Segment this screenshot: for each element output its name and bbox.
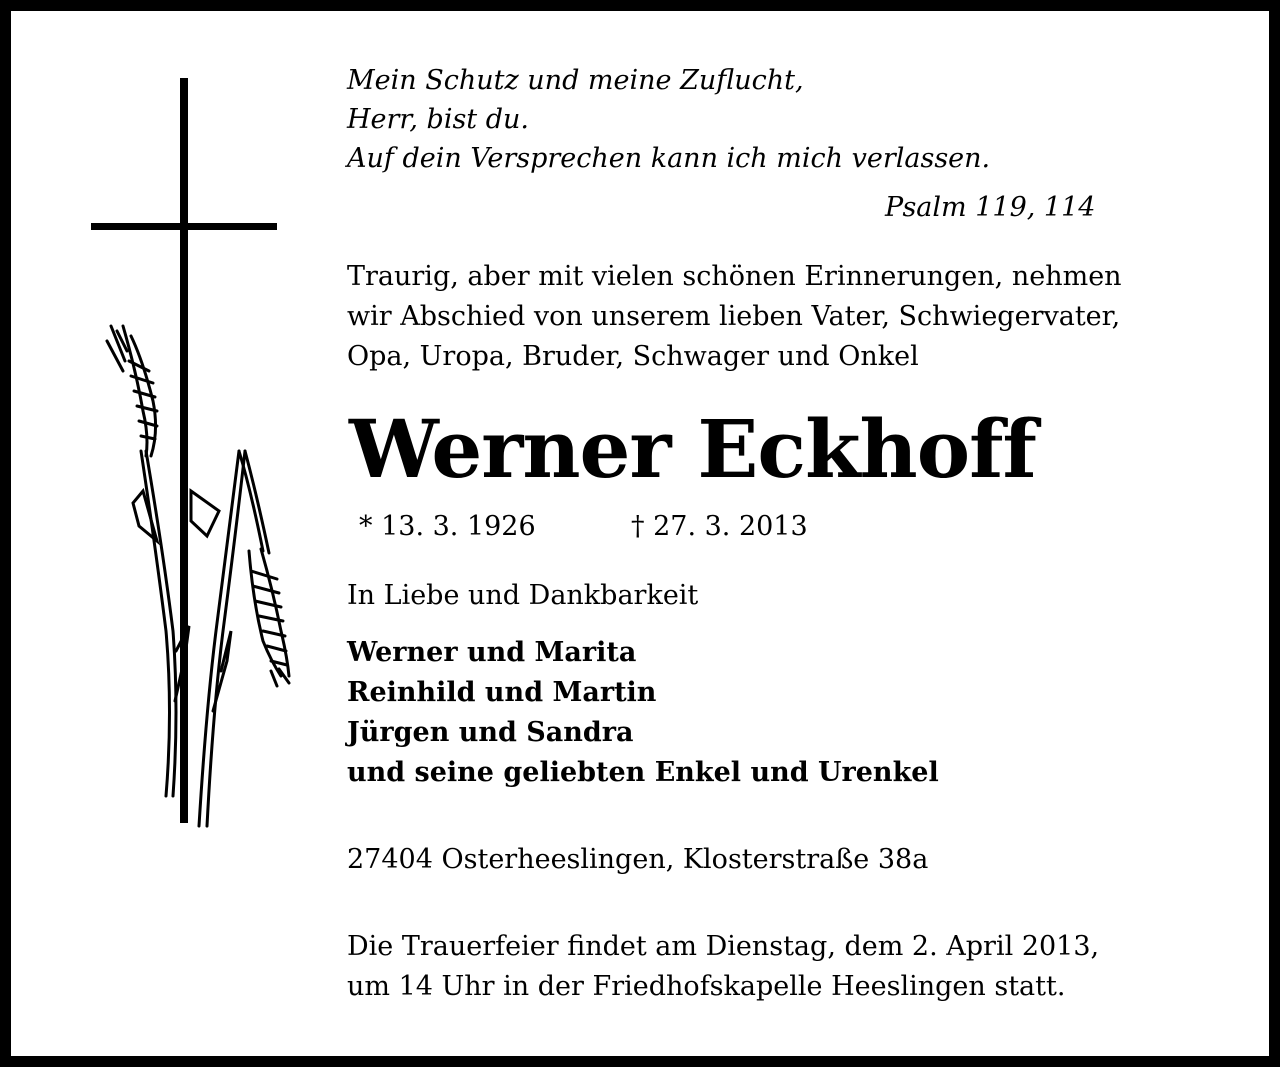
cross-icon xyxy=(91,78,277,823)
intro-line: Traurig, aber mit vielen schönen Erinnerungen, nehmen xyxy=(347,261,1122,292)
service-line: um 14 Uhr in der Friedhofskapelle Heeslingen statt. xyxy=(347,971,1066,1002)
deceased-name: Werner Eckhoff xyxy=(349,402,1036,496)
verse-line: Mein Schutz und meine Zuflucht, xyxy=(347,65,804,96)
service-line: Die Trauerfeier findet am Dienstag, dem 2. April 2013, xyxy=(347,931,1100,962)
verse-line: Auf dein Versprechen kann ich mich verlassen. xyxy=(347,143,991,174)
verse-line: Herr, bist du. xyxy=(347,104,529,135)
birth-date: * 13. 3. 1926 xyxy=(359,511,536,542)
cross-wheat-illustration xyxy=(81,71,311,831)
family-line: Jürgen und Sandra xyxy=(347,717,634,748)
family-line: und seine geliebten Enkel und Urenkel xyxy=(347,757,939,788)
closing-line: In Liebe und Dankbarkeit xyxy=(347,580,699,611)
address-line: 27404 Osterheeslingen, Klosterstraße 38a xyxy=(347,844,929,875)
wheat-icon xyxy=(107,326,289,826)
intro-line: Opa, Uropa, Bruder, Schwager und Onkel xyxy=(347,341,919,372)
verse-reference: Psalm 119, 114 xyxy=(885,192,1096,223)
intro-line: wir Abschied von unserem lieben Vater, Schwiegervater, xyxy=(347,301,1121,332)
family-line: Reinhild und Martin xyxy=(347,677,657,708)
death-date: † 27. 3. 2013 xyxy=(631,511,808,542)
family-line: Werner und Marita xyxy=(347,637,637,668)
